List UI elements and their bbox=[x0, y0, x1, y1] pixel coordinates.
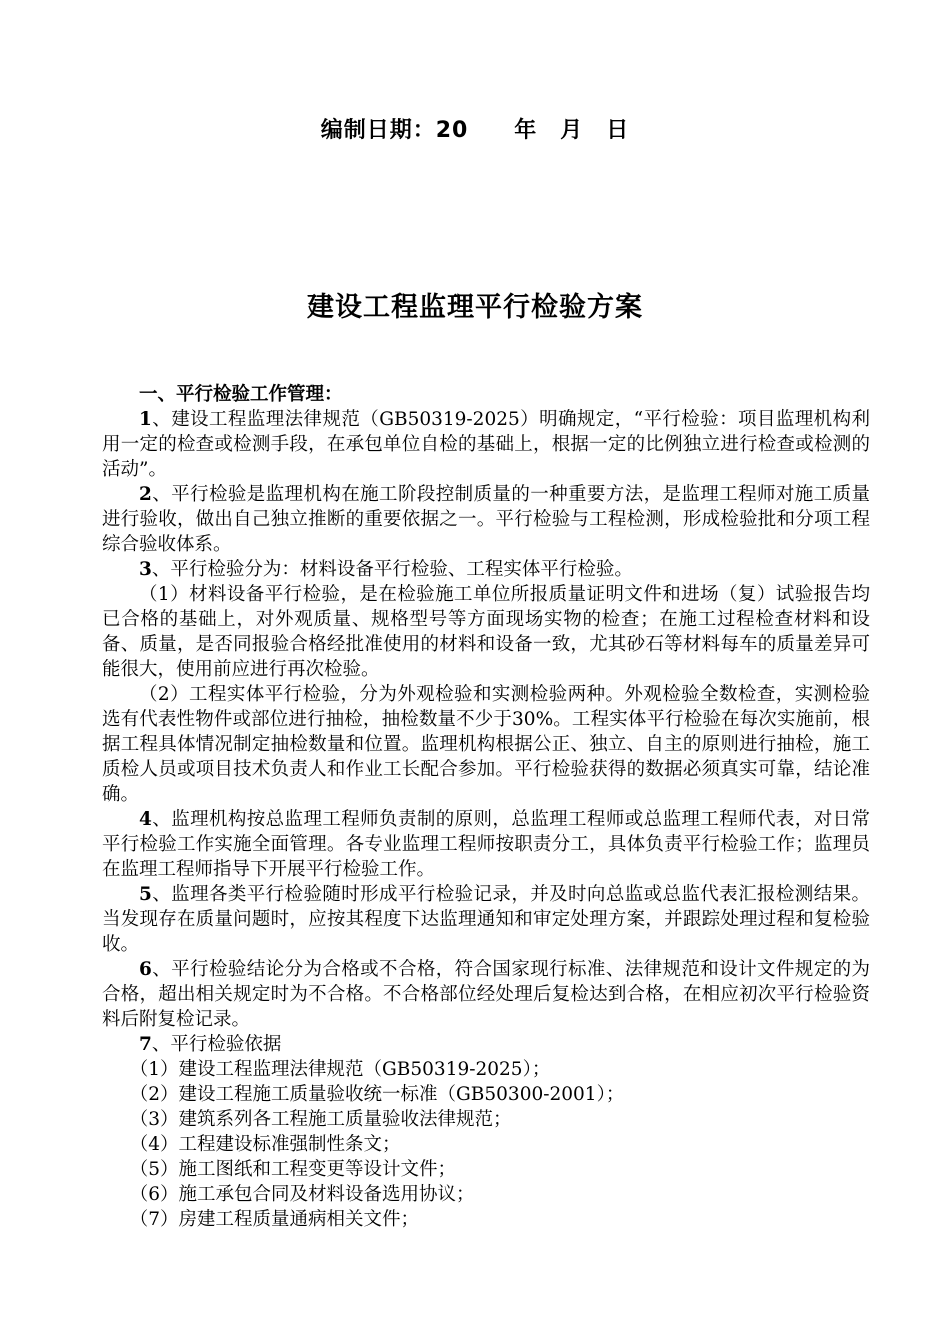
paragraph-text: 、平行检验是监理机构在施工阶段控制质量的一种重要方法，是监理工程师对施工质量进行验收，做出自己独立推断的重要依据之一。平行检验与工程检测，形成检验批和分项工程综合验收体系。 bbox=[102, 484, 870, 555]
paragraph-text: 、平行检验结论分为合格或不合格，符合国家现行标准、法律规范和设计文件规定的为合格，超出相关规定时为不合格。不合格部位经处理后复检达到合格，在相应初次平行检验资料后附复检记录。 bbox=[102, 959, 870, 1030]
paragraph-3-2 bbox=[102, 682, 870, 807]
paragraph-text: 、监理各类平行检验随时形成平行检验记录，并及时向总监或总监代表汇报检测结果。当发现存在质量问题时，应按其程度下达监理通知和审定处理方案，并跟踪处理过程和复检验收。 bbox=[102, 884, 870, 955]
basis-list-item: （3）建筑系列各工程施工质量验收法律规范； bbox=[129, 1109, 512, 1130]
compile-date-line: 编制日期：20 年 月 日 bbox=[320, 118, 630, 143]
paragraph-text: 、平行检验依据 bbox=[151, 1034, 282, 1055]
document-body bbox=[102, 382, 870, 1232]
paragraph-text: 、监理机构按总监理工程师负责制的原则，总监理工程师或总监理工程师代表，对日常平行检验工作实施全面管理。各专业监理工程师按职责分工，具体负责平行检验工作；监理员在监理工程师指导下开展平行检验工作。 bbox=[102, 809, 870, 880]
basis-list-item: （1）建设工程监理法律规范（GB50319-2025）； bbox=[129, 1059, 551, 1080]
paragraph-3-1 bbox=[102, 582, 870, 682]
paragraph-text: （1）材料设备平行检验，是在检验施工单位所报质量证明文件和进场（复）试验报告均已合格的基础上，对外观质量、规格型号等方面现场实物的检查；在施工过程检查材料和设备、质量，是否同报验合格经批准使用的材料和设备一致，尤其砂石等材料每车的质量差异可能很大，使用前应进行再次检验。 bbox=[102, 584, 870, 680]
paragraph-5 bbox=[102, 882, 870, 957]
paragraph-2 bbox=[102, 482, 870, 557]
paragraph-number: 4 bbox=[139, 809, 152, 830]
paragraph-6 bbox=[102, 957, 870, 1032]
paragraph-1 bbox=[102, 407, 870, 482]
paragraph-text: （2）工程实体平行检验，分为外观检验和实测检验两种。外观检验全数检查，实测检验选有代表性物件或部位进行抽检，抽检数量不少于30%。工程实体平行检验在每次实施前，根据工程具体情况制定抽检数量和位置。监理机构根据公正、独立、自主的原则进行抽检，施工质检人员或项目技术负责人和作业工长配合参加。平行检验获得的数据必须真实可靠，结论准确。 bbox=[102, 684, 870, 805]
basis-list-item: （7）房建工程质量通病相关文件； bbox=[129, 1209, 420, 1230]
paragraph-number: 7 bbox=[139, 1034, 152, 1055]
basis-list-item: （2）建设工程施工质量验收统一标准（GB50300-2001）； bbox=[129, 1084, 625, 1105]
paragraph-number: 2 bbox=[139, 484, 152, 505]
paragraph-text: 、平行检验分为：材料设备平行检验、工程实体平行检验。 bbox=[151, 559, 633, 580]
section-heading: 一、平行检验工作管理： bbox=[139, 384, 343, 405]
paragraph-number: 5 bbox=[139, 884, 152, 905]
paragraph-4 bbox=[102, 807, 870, 882]
basis-list-item: （4）工程建设标准强制性条文； bbox=[129, 1134, 401, 1155]
paragraph-number: 1 bbox=[139, 409, 152, 430]
paragraph-7 bbox=[102, 1032, 870, 1057]
paragraph-number: 6 bbox=[139, 959, 152, 980]
paragraph-3 bbox=[102, 557, 870, 582]
paragraph-number: 3 bbox=[139, 559, 152, 580]
paragraph-text: 、建设工程监理法律规范（GB50319-2025）明确规定，“平行检验：项目监理机构利用一定的检查或检测手段，在承包单位自检的基础上，根据一定的比例独立进行检查或检测的活动”。 bbox=[102, 409, 870, 480]
basis-list-item: （5）施工图纸和工程变更等设计文件； bbox=[129, 1159, 457, 1180]
document-title: 建设工程监理平行检验方案 bbox=[307, 292, 643, 323]
basis-list-item: （6）施工承包合同及材料设备选用协议； bbox=[129, 1184, 475, 1205]
